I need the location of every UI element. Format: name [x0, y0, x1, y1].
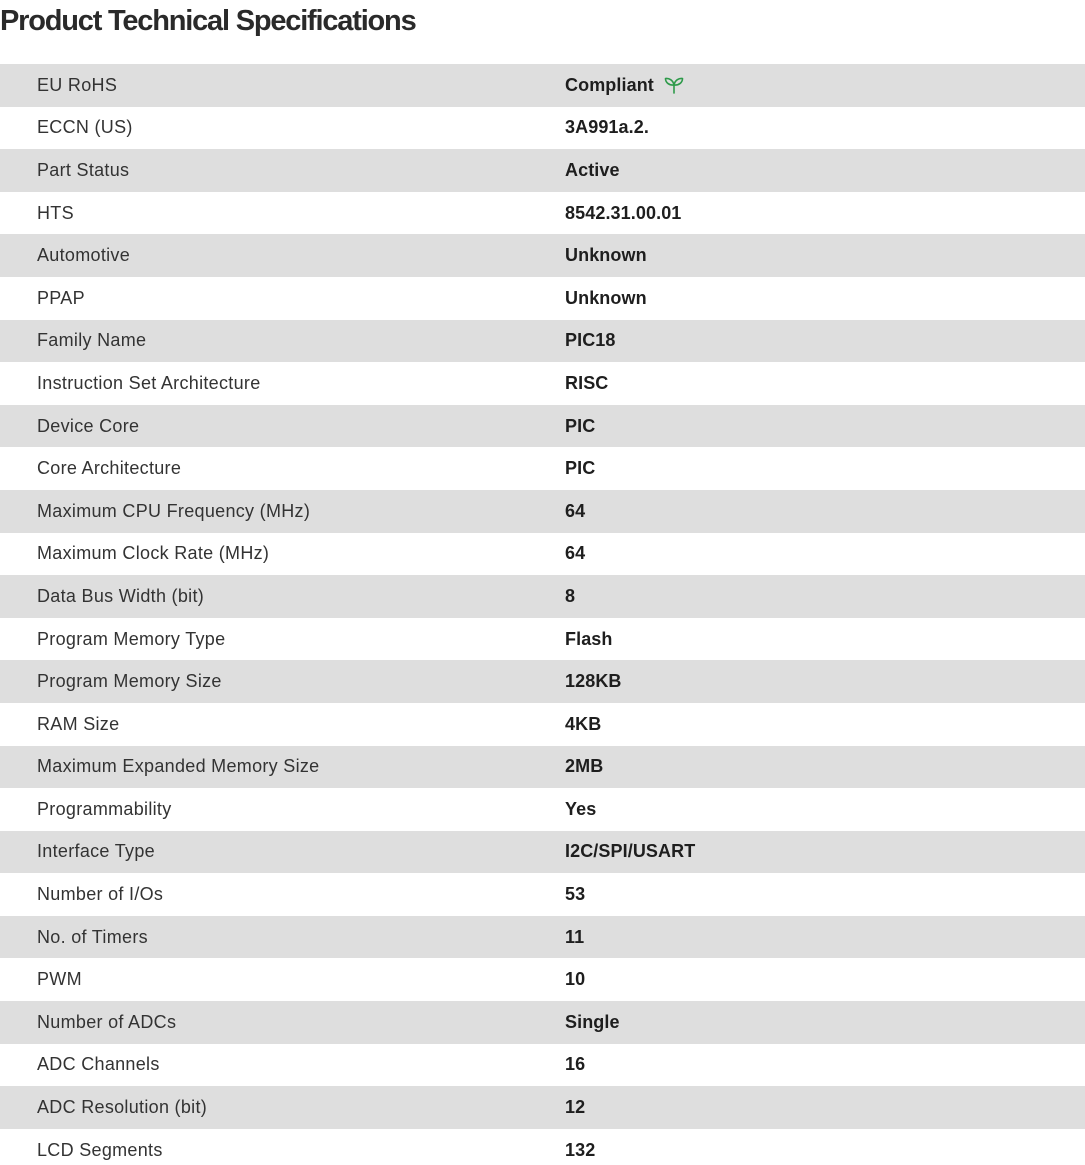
- spec-row: [0, 788, 1085, 831]
- spec-value-cell: [565, 575, 1085, 618]
- spec-row: [0, 490, 1085, 533]
- spec-row: [0, 1129, 1085, 1165]
- spec-label: No. of Timers: [37, 926, 148, 947]
- spec-value: 10: [565, 969, 586, 990]
- spec-value-cell: [565, 107, 1085, 150]
- spec-row: [0, 533, 1085, 576]
- spec-row: [0, 575, 1085, 618]
- spec-value: Unknown: [565, 287, 647, 308]
- spec-row: [0, 1001, 1085, 1044]
- spec-value-cell: [565, 362, 1085, 405]
- spec-value-cell: [565, 192, 1085, 235]
- spec-row: [0, 149, 1085, 192]
- spec-label: LCD Segments: [37, 1139, 163, 1160]
- spec-value-cell: [565, 1044, 1085, 1087]
- spec-label: Maximum Expanded Memory Size: [37, 756, 320, 777]
- spec-label: Number of I/Os: [37, 884, 164, 905]
- spec-label: Automotive: [37, 245, 131, 266]
- spec-label: PWM: [37, 969, 82, 990]
- spec-value-cell: [565, 746, 1085, 789]
- spec-value-cell: [565, 660, 1085, 703]
- spec-value: 8542.31.00.01: [565, 202, 682, 223]
- spec-value: 3A991a.2.: [565, 117, 649, 138]
- spec-label: Instruction Set Architecture: [37, 372, 261, 393]
- spec-label: Device Core: [37, 415, 140, 436]
- spec-value: 8: [565, 585, 576, 606]
- spec-label: Part Status: [37, 159, 130, 180]
- spec-table-body: [0, 64, 1085, 1165]
- spec-row: [0, 447, 1085, 490]
- spec-value: 12: [565, 1097, 586, 1118]
- spec-value-cell: [565, 916, 1085, 959]
- spec-value-cell: [565, 234, 1085, 277]
- spec-value-cell: [565, 788, 1085, 831]
- spec-label: Family Name: [37, 330, 147, 351]
- spec-value-cell: [565, 490, 1085, 533]
- spec-value: I2C/SPI/USART: [565, 841, 696, 862]
- spec-value: PIC18: [565, 330, 616, 351]
- spec-value-cell: [565, 447, 1085, 490]
- spec-value-cell: [565, 1001, 1085, 1044]
- spec-row: [0, 916, 1085, 959]
- spec-value-cell: [565, 64, 1085, 107]
- spec-value: Yes: [565, 798, 597, 819]
- page-title: Product Technical Specifications: [0, 5, 416, 37]
- spec-value: 16: [565, 1054, 586, 1075]
- spec-value: Compliant: [565, 74, 654, 95]
- spec-label: Interface Type: [37, 841, 155, 862]
- spec-label: EU RoHS: [37, 74, 118, 95]
- spec-label: RAM Size: [37, 713, 120, 734]
- spec-row: [0, 405, 1085, 448]
- spec-value-cell: [565, 1129, 1085, 1165]
- spec-value: 128KB: [565, 671, 622, 692]
- spec-value: Single: [565, 1011, 620, 1032]
- spec-row: [0, 703, 1085, 746]
- spec-row: [0, 192, 1085, 235]
- spec-value: 64: [565, 543, 586, 564]
- spec-value: 2MB: [565, 756, 604, 777]
- spec-row: [0, 618, 1085, 661]
- spec-row: [0, 746, 1085, 789]
- spec-value: 132: [565, 1139, 596, 1160]
- spec-value-cell: [565, 277, 1085, 320]
- spec-row: [0, 277, 1085, 320]
- spec-label: ADC Channels: [37, 1054, 160, 1075]
- spec-value: PIC: [565, 415, 596, 436]
- spec-label: Program Memory Size: [37, 671, 222, 692]
- spec-value-cell: [565, 831, 1085, 874]
- spec-row: [0, 1086, 1085, 1129]
- spec-value-cell: [565, 873, 1085, 916]
- spec-row: [0, 234, 1085, 277]
- spec-value: 11: [565, 926, 585, 947]
- spec-value-cell: [565, 320, 1085, 363]
- spec-value: 53: [565, 884, 586, 905]
- spec-table: [0, 64, 1085, 1165]
- spec-label: Number of ADCs: [37, 1011, 177, 1032]
- spec-label: Programmability: [37, 798, 172, 819]
- spec-value-cell: [565, 1086, 1085, 1129]
- spec-row: [0, 64, 1085, 107]
- spec-value-cell: [565, 958, 1085, 1001]
- spec-label: ADC Resolution (bit): [37, 1097, 208, 1118]
- spec-value: PIC: [565, 458, 596, 479]
- spec-value-cell: [565, 149, 1085, 192]
- spec-label: Maximum CPU Frequency (MHz): [37, 500, 311, 521]
- spec-label: Core Architecture: [37, 458, 182, 479]
- spec-row: [0, 831, 1085, 874]
- spec-value: 4KB: [565, 713, 602, 734]
- spec-row: [0, 873, 1085, 916]
- spec-label: HTS: [37, 202, 74, 223]
- spec-value: RISC: [565, 372, 609, 393]
- spec-label: Maximum Clock Rate (MHz): [37, 543, 270, 564]
- spec-value: Active: [565, 159, 620, 180]
- spec-value-cell: [565, 405, 1085, 448]
- leaf-icon: [664, 76, 684, 94]
- spec-label: PPAP: [37, 287, 85, 308]
- spec-row: [0, 660, 1085, 703]
- spec-value: Unknown: [565, 245, 647, 266]
- spec-value-cell: [565, 533, 1085, 576]
- spec-row: [0, 958, 1085, 1001]
- spec-row: [0, 1044, 1085, 1087]
- spec-label: ECCN (US): [37, 117, 133, 138]
- spec-label: Data Bus Width (bit): [37, 585, 205, 606]
- spec-value: Flash: [565, 628, 613, 649]
- spec-row: [0, 107, 1085, 150]
- spec-value-cell: [565, 703, 1085, 746]
- spec-row: [0, 320, 1085, 363]
- spec-value: 64: [565, 500, 586, 521]
- spec-value-cell: [565, 618, 1085, 661]
- spec-label: Program Memory Type: [37, 628, 226, 649]
- spec-row: [0, 362, 1085, 405]
